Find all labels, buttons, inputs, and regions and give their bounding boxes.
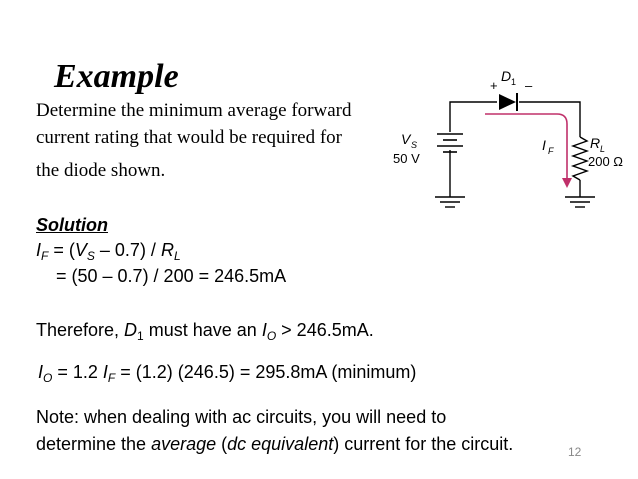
note-line-1: Note: when dealing with ac circuits, you will need to xyxy=(36,407,447,427)
ground-symbol-right xyxy=(565,197,595,207)
resistor-sub: L xyxy=(600,144,606,154)
diode-label: D xyxy=(501,68,512,84)
current-label: I xyxy=(542,137,546,153)
intro-line-1: Determine the minimum average forward xyxy=(36,100,352,121)
therefore-line: Therefore, $D_1$ must have an $I_O > 246.5mA$. xyxy=(36,320,374,343)
diode-minus-label: – xyxy=(525,78,533,93)
page-number: 12 xyxy=(568,445,582,459)
solution-heading: Solution xyxy=(36,215,108,235)
diode-plus-label: + xyxy=(490,78,498,93)
circuit-diagram xyxy=(385,62,625,222)
current-sub: F xyxy=(548,146,554,156)
note-line-2: determine the average (dc equivalent) current for the circuit. xyxy=(36,434,514,454)
resistor-value: 200 Ω xyxy=(588,154,624,169)
io-equation: $I_O = 1.2$ $I_F = (1.2) (246.5) = 295.8mA$ (minimum) xyxy=(38,362,417,385)
diode-sub: 1 xyxy=(511,77,517,87)
intro-line-3: the diode shown. xyxy=(36,160,166,181)
intro-line-2: current rating that would be required for xyxy=(36,127,342,148)
diode-symbol xyxy=(499,93,517,111)
battery-symbol xyxy=(437,134,463,152)
solution-equation-1: $I_F = (V_S - 0.7) / R_L$ xyxy=(36,240,181,263)
slide-title: Example xyxy=(54,58,179,95)
source-sub: S xyxy=(411,140,418,150)
source-label: V xyxy=(401,131,411,147)
solution-equation-2: = (50 – 0.7) / 200 = 246.5mA xyxy=(56,266,287,286)
resistor-symbol xyxy=(573,137,587,180)
current-arrow xyxy=(485,114,572,188)
resistor-label: R xyxy=(590,135,601,151)
ground-symbol-left xyxy=(435,197,465,207)
source-value: 50 V xyxy=(393,151,420,166)
